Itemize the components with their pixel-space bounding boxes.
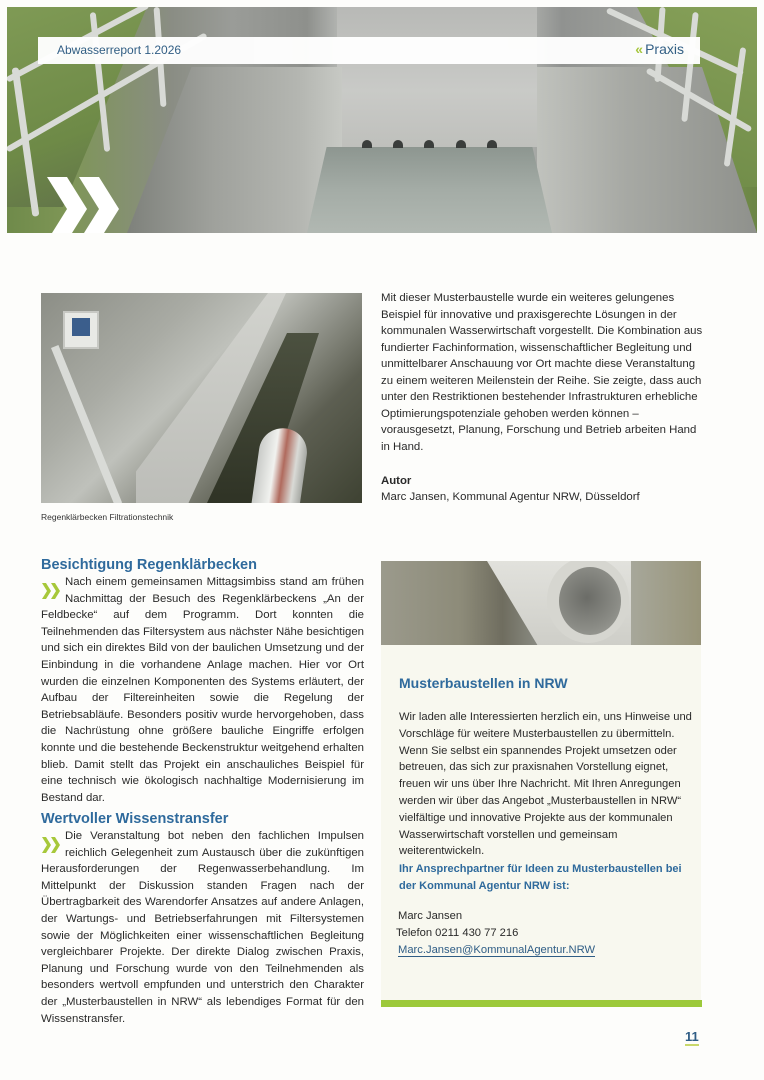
section-label <box>635 41 684 57</box>
outlet-hole <box>362 140 372 148</box>
section-site-visit <box>41 557 364 806</box>
section-name: Praxis <box>645 41 684 57</box>
outlet-hole <box>487 140 497 148</box>
section-body-text: Die Veranstaltung bot neben den fachlichen Impulsen reichlich Gelegenheit zum Austausch über die zukünftigen Herausforderungen der Regenwasserbehandlung. Im Mittelpunkt der Diskussion standen Fragen nach der Übertragbarkeit des Warendorfer Ansatzes auf andere Anlagen, der Wartungs- und Betriebserfahrungen mit Filtersystemen sowie der Möglichkeiten einer wissenschaftlichen Begleitung vergleichbarer Projekte. Der direkte Dialog zwischen Praxis, Planung und Forschung wurde von den Teilnehmenden als besonders wertvoll empfunden und unterstrich den Charakter der „Musterbaustellen in NRW“ als lebendiges Format für den Wissenstransfer. <box>41 830 364 1025</box>
water-surface <box>307 147 552 233</box>
double-chevron-icon <box>47 177 127 233</box>
section-heading: Wertvoller Wissenstransfer <box>41 811 229 827</box>
control-box <box>63 311 99 349</box>
back-wall <box>337 7 537 147</box>
contact-name: Marc Jansen <box>398 910 463 922</box>
section-heading: Besichtigung Regenklärbecken <box>41 557 257 573</box>
section-body <box>41 828 364 1027</box>
section-body-text: Nach einem gemeinsamen Mittagsimbiss stand am frühen Nachmittag der Besuch des Regenklärbeckens „An der Feldbecke“ auf dem Programm. Dort konnten die Teilnehmenden das Filtersystem aus nächster Nähe besichtigen und sich ein direktes Bild von der baulichen Umsetzung und der Einbindung in die vorhandene Anlage machen. Hier vor Ort wurden die einzelnen Komponenten des Systems erläutert, der Aufbau der Filtereinheiten sowie die Regelung der Betriebsabläufe. Besonders positiv wurde hervorgehoben, dass die Nachrüstung ohne größere bauliche Eingriffe erfolgen konnte und die bestehende Beckenstruktur weitgehend erhalten blieb. Damit stellt das Projekt ein anschauliches Beispiel für eine technisch wie ökologisch nachhaltige Modernisierung im Bestand dar. <box>41 576 364 804</box>
double-chevron-left-icon: « <box>635 41 642 57</box>
outlet-hole <box>393 140 403 148</box>
author-value: Marc Jansen, Kommunal Agentur NRW, Düsseldorf <box>381 491 640 503</box>
contact-phone: Telefon 0211 430 77 216 <box>396 927 519 939</box>
handrail <box>51 345 122 503</box>
infobox-body: Wir laden alle Interessierten herzlich ein, uns Hinweise und Vorschläge für weitere Musterbaustellen zu übermitteln. Wenn Sie selbst ein spannendes Projekt umsetzen oder betreuen, das sich zur praxisnahen Vorstellung eignet, freuen wir uns über Ihre Nachricht. Mit Ihren Anregungen werden wir über das Angebot „Musterbaustellen in NRW“ vielfältige und innovative Projekte aus der kommunalen Wasserwirtschaft vorstellen und gemeinsam weiterentwickeln. <box>399 711 692 858</box>
photo-caption: Regenklärbecken Filtrationstechnik <box>41 512 174 522</box>
closing-paragraph: Mit dieser Musterbaustelle wurde ein weiteres gelungenes Beispiel für innovative und praxisgerechte Lösungen in der kommunalen Wasserwirtschaft vorgestellt. Die Kombination aus fundierter Fachinformation, wissenschaftlicher Begleitung und unmittelbarer Anschauung vor Ort machte diese Veranstaltung zu einem weiteren Meilenstein der Reihe. Sie zeigte, dass auch unter den Restriktionen bestehender Infrastrukturen erhebliche Optimierungspotenziale gehoben werden können – vorausgesetzt, Planung, Forschung und Betrieb arbeiten Hand in Hand. <box>381 292 703 453</box>
page-number: 11 <box>685 1029 699 1044</box>
filter-photo <box>41 293 362 503</box>
outlet-hole <box>424 140 434 148</box>
control-screen <box>72 318 90 336</box>
section-body <box>41 574 364 806</box>
running-header <box>38 37 700 64</box>
infobox-title: Musterbaustellen in NRW <box>399 675 568 691</box>
quote-chevron-icon <box>41 580 63 602</box>
pipe-photo <box>381 561 701 645</box>
contact-email-link[interactable]: Marc.Jansen@KommunalAgentur.NRW <box>398 944 596 956</box>
pipe-opening <box>559 567 621 635</box>
outlet-hole <box>456 140 466 148</box>
green-divider-bar <box>381 1000 702 1007</box>
contact-heading: Ihr Ansprechpartner für Ideen zu Musterbaustellen bei der Kommunal Agentur NRW ist: <box>399 863 682 892</box>
author-label: Autor <box>381 475 412 487</box>
info-box <box>381 561 701 1006</box>
publication-title: Abwasserreport 1.2026 <box>57 43 182 57</box>
section-knowledge-transfer <box>41 811 364 1027</box>
quote-chevron-icon <box>41 834 63 856</box>
